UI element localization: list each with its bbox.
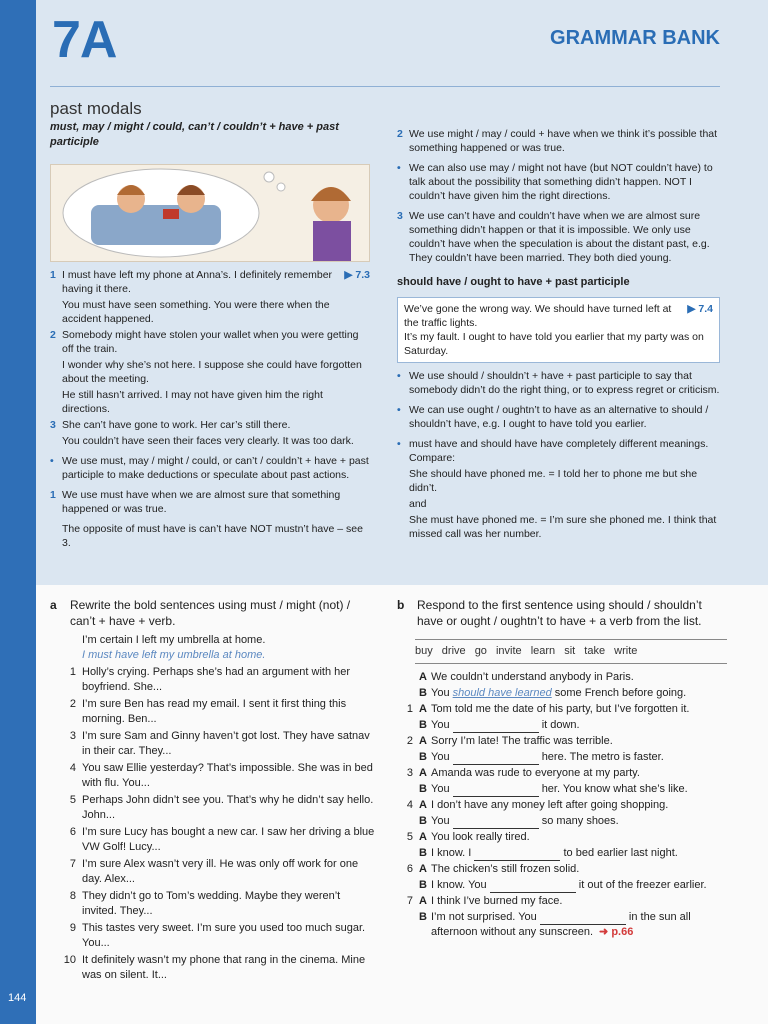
rule-bullet: • We can also use may / might not have (but NOT couldn’t have) to talk about the possibility that something didn’t happen. NOT I couldn’t have given him the right directions. xyxy=(397,162,713,202)
answer-blank xyxy=(453,722,539,733)
verb-list: buy drive go invite learn sit take write xyxy=(415,639,727,664)
example-sentence: You must have seen something. You were there when the accident happened. xyxy=(62,299,330,325)
illustration-image xyxy=(50,164,370,262)
dialogue-b[interactable]: B You so many shoes. xyxy=(419,815,619,827)
dialogue-b[interactable]: B I know. I to bed earlier last night. xyxy=(419,847,678,859)
exercise-item[interactable]: 3 I’m sure Sam and Ginny haven’t got lost. They have satnav in their car. They... xyxy=(69,730,370,757)
dialogue-b[interactable]: B I’m not surprised. You in the sun all afternoon without any sunscreen. ➜ p.66 xyxy=(419,911,691,938)
dialogue-a: 4 A I don’t have any money left after going shopping. xyxy=(406,799,669,811)
exercise-item[interactable]: 4 You saw Ellie yesterday? That’s impossible. She was in bed with flu. You... xyxy=(69,762,373,789)
exercise-item[interactable]: 7 I’m sure Alex wasn’t very ill. He was only off work for one day. Alex... xyxy=(69,858,359,885)
page-number: 144 xyxy=(8,992,27,1004)
exercise-a xyxy=(50,597,376,983)
rule-bullet: The opposite of must have is can’t have NOT mustn’t have – see 3. xyxy=(62,523,363,549)
exercise-b xyxy=(397,597,727,940)
box-sentence: It’s my fault. I ought to have told you earlier that my party was on Saturday. xyxy=(404,331,704,357)
should-example-box xyxy=(397,297,720,363)
should-heading: should have / ought to have + past participle xyxy=(397,276,630,288)
page-reference-link[interactable]: ➜ p.66 xyxy=(599,926,634,938)
rule-bullet: 1 We use must have when we are almost sure that something happened or was true. xyxy=(50,489,341,515)
example-dialogue: A We couldn’t understand anybody in Paris. xyxy=(419,671,634,683)
left-heading: must, may / might / could, can’t / couldn’t + have + past participle xyxy=(50,121,339,148)
dialogue-b[interactable]: B You it down. xyxy=(419,719,580,731)
exercise-item[interactable]: 5 Perhaps John didn’t see you. That’s why he didn’t say hello. John... xyxy=(69,794,374,821)
answer-blank xyxy=(453,754,539,765)
example-sentence: He still hasn’t arrived. I may not have given him the right directions. xyxy=(62,389,323,415)
rule-bullet: • We use must, may / might / could, or can’t / couldn’t + have + past participle to make deductions or speculate about past actions. xyxy=(50,455,369,481)
left-color-bar xyxy=(0,0,36,1024)
dialogue-a: 1 A Tom told me the date of his party, but I’ve forgotten it. xyxy=(406,703,690,715)
answer-blank xyxy=(540,914,626,925)
exercise-item[interactable]: 1 Holly’s crying. Perhaps she’s had an argument with her boyfriend. She... xyxy=(69,666,351,693)
dialogue-a: 7 A I think I’ve burned my face. xyxy=(406,895,563,907)
unit-code: 7A xyxy=(52,11,117,69)
exercise-item[interactable]: 6 I’m sure Lucy has bought a new car. I saw her driving a blue VW Golf! Lucy... xyxy=(69,826,375,853)
dialogue-a: 2 A Sorry I’m late! The traffic was terrible. xyxy=(406,735,613,747)
answer-blank xyxy=(453,818,539,829)
answer-blank xyxy=(474,850,560,861)
rule-bullet: 2 We use might / may / could + have when we think it’s possible that something happened or was true. xyxy=(397,128,718,154)
example-answer: I must have left my umbrella at home. xyxy=(82,649,266,661)
rule-bullet: and xyxy=(409,498,427,510)
exercise-item[interactable]: 2 I’m sure Ben has read my email. I sent it first thing this morning. Ben... xyxy=(69,698,347,725)
answer-blank xyxy=(490,882,576,893)
topic-title: past modals xyxy=(50,99,142,118)
example-sentence: 3 She can’t have gone to work. Her car’s still there. xyxy=(50,419,291,431)
rule-bullet: 3 We use can’t have and couldn’t have when we are almost sure something didn’t happen or that it is impossible. We only use couldn’t have when the speculation is about the distant past, e.g. They couldn’t have been married. They both died young. xyxy=(397,210,710,264)
answer-blank xyxy=(453,786,539,797)
rule-bullet: • We can use ought / oughtn’t to have as an alternative to should / shouldn’t have, e.g. I ought to have told you earlier. xyxy=(397,404,709,430)
example-sentence: 2 Somebody might have stolen your wallet when you were getting off the train. xyxy=(50,329,359,355)
example-dialogue: B You should have learned some French before going. xyxy=(419,687,687,699)
dialogue-b[interactable]: B You her. You know what she’s like. xyxy=(419,783,688,795)
grammar-left-column xyxy=(50,99,370,550)
example-prompt: I’m certain I left my umbrella at home. xyxy=(82,634,266,646)
exercise-item[interactable]: 8 They didn’t go to Tom’s wedding. Maybe they weren’t invited. They... xyxy=(69,890,341,917)
box-sentence: We’ve gone the wrong way. We should have turned left at the traffic lights. xyxy=(404,303,672,329)
dialogue-b[interactable]: B You here. The metro is faster. xyxy=(419,751,664,763)
dialogue-b[interactable]: B I know. You it out of the freezer earlier. xyxy=(419,879,707,891)
rule-bullet: She should have phoned me. = I told her to phone me but she didn’t. xyxy=(409,468,698,494)
dialogue-a: 3 A Amanda was rude to everyone at my party. xyxy=(406,767,640,779)
audio-icon[interactable]: ▶ 7.4 xyxy=(687,303,713,315)
rule-bullet: • We use should / shouldn’t + have + past participle to say that somebody didn’t do the right thing, or to express regret or criticism. xyxy=(397,370,720,396)
exercise-item[interactable]: 9 This tastes very sweet. I’m sure you used too much sugar. You... xyxy=(69,922,366,949)
example-sentence: You couldn’t have seen their faces very clearly. It was too dark. xyxy=(62,435,354,447)
rule-bullet: • must have and should have have completely different meanings. Compare: xyxy=(397,438,709,464)
example-sentence: 1 I must have left my phone at Anna’s. I definitely remember having it there. ▶ 7.3 xyxy=(50,269,370,295)
exercise-b-instruction: b Respond to the first sentence using should / shouldn’t have or ought / oughtn’t to have + a verb from the list. xyxy=(397,598,702,628)
header-divider xyxy=(50,86,720,87)
rule-bullet: She must have phoned me. = I’m sure she phoned me. I think that missed call was her number. xyxy=(409,514,717,540)
dialogue-a: 5 A You look really tired. xyxy=(406,831,530,843)
exercise-item[interactable]: 10 It definitely wasn’t my phone that rang in the cinema. Mine was on silent. It... xyxy=(63,954,366,981)
exercise-a-instruction: a Rewrite the bold sentences using must / might (not) / can’t + have + verb. xyxy=(50,598,351,628)
grammar-right-column xyxy=(397,127,720,541)
example-sentence: I wonder why she’s not here. I suppose she could have forgotten about the meeting. xyxy=(62,359,362,385)
audio-icon[interactable]: ▶ 7.3 xyxy=(344,269,370,281)
grammar-bank-title: GRAMMAR BANK xyxy=(550,27,720,49)
dialogue-a: 6 A The chicken’s still frozen solid. xyxy=(406,863,580,875)
